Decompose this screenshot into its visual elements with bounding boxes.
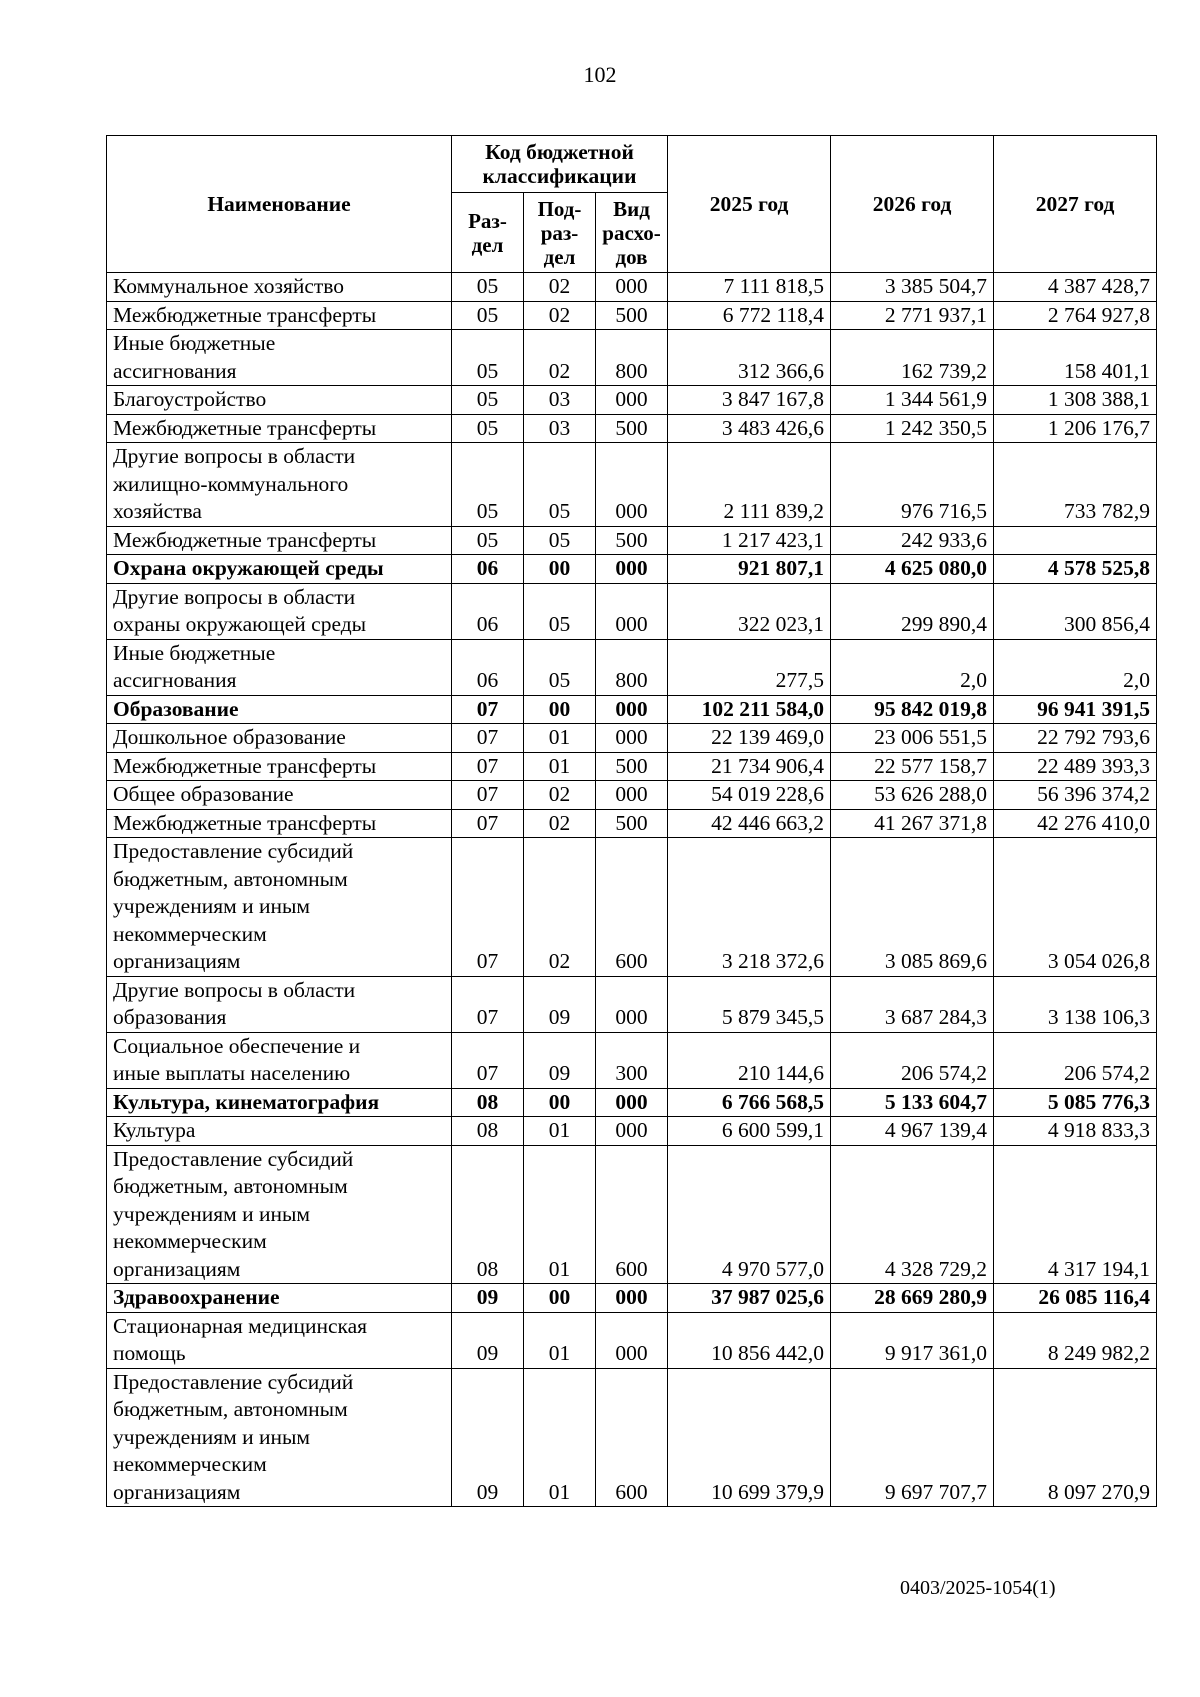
cell-section: 05 [452,414,524,443]
cell-2025: 322 023,1 [668,583,831,639]
table-row [107,639,1157,695]
cell-expense-type: 800 [596,639,668,695]
cell-2027: 22 792 793,6 [994,724,1157,753]
cell-expense-type: 000 [596,1117,668,1146]
cell-2025: 37 987 025,6 [668,1284,831,1313]
cell-expense-type: 300 [596,1032,668,1088]
header-name: Наименование [107,136,452,273]
cell-2026: 23 006 551,5 [831,724,994,753]
cell-expense-type: 000 [596,1312,668,1368]
cell-name: Социальное обеспечение и иные выплаты населению [107,1032,452,1088]
cell-section: 08 [452,1145,524,1284]
cell-subsection: 00 [524,695,596,724]
cell-2026: 41 267 371,8 [831,809,994,838]
cell-2026: 3 687 284,3 [831,976,994,1032]
cell-name: Межбюджетные трансферты [107,414,452,443]
cell-2025: 5 879 345,5 [668,976,831,1032]
cell-2027: 158 401,1 [994,330,1157,386]
cell-name: Охрана окружающей среды [107,555,452,584]
cell-subsection: 01 [524,1312,596,1368]
cell-section: 05 [452,273,524,302]
cell-2027: 3 138 106,3 [994,976,1157,1032]
cell-2026: 206 574,2 [831,1032,994,1088]
header-subsection: Под- раз- дел [524,193,596,273]
cell-2026: 1 242 350,5 [831,414,994,443]
cell-2025: 312 366,6 [668,330,831,386]
cell-name: Иные бюджетные ассигнования [107,639,452,695]
cell-expense-type: 000 [596,695,668,724]
cell-expense-type: 600 [596,1145,668,1284]
header-code-group: Код бюджетной классификации [452,136,668,193]
cell-2025: 6 600 599,1 [668,1117,831,1146]
cell-2027: 8 097 270,9 [994,1368,1157,1507]
cell-subsection: 01 [524,1145,596,1284]
cell-section: 08 [452,1088,524,1117]
table-row [107,414,1157,443]
cell-2026: 28 669 280,9 [831,1284,994,1313]
cell-expense-type: 000 [596,976,668,1032]
cell-2026: 3 085 869,6 [831,838,994,977]
cell-2027: 4 317 194,1 [994,1145,1157,1284]
table-row [107,555,1157,584]
cell-subsection: 00 [524,555,596,584]
cell-2027: 56 396 374,2 [994,781,1157,810]
cell-section: 07 [452,1032,524,1088]
table-row [107,809,1157,838]
cell-section: 07 [452,724,524,753]
cell-2027: 4 918 833,3 [994,1117,1157,1146]
cell-subsection: 00 [524,1088,596,1117]
cell-section: 07 [452,809,524,838]
header-2025: 2025 год [668,136,831,273]
cell-section: 05 [452,443,524,527]
header-expense-type: Вид расхо- дов [596,193,668,273]
table-row [107,781,1157,810]
cell-section: 06 [452,639,524,695]
cell-2025: 54 019 228,6 [668,781,831,810]
cell-subsection: 01 [524,1368,596,1507]
table-row [107,752,1157,781]
cell-name: Иные бюджетные ассигнования [107,330,452,386]
cell-subsection: 02 [524,301,596,330]
cell-name: Культура, кинематография [107,1088,452,1117]
cell-2026: 22 577 158,7 [831,752,994,781]
cell-name: Общее образование [107,781,452,810]
cell-expense-type: 800 [596,330,668,386]
table-row [107,273,1157,302]
cell-2025: 3 847 167,8 [668,386,831,415]
cell-subsection: 05 [524,583,596,639]
cell-2026: 1 344 561,9 [831,386,994,415]
cell-2027: 42 276 410,0 [994,809,1157,838]
cell-section: 07 [452,838,524,977]
cell-2027: 5 085 776,3 [994,1088,1157,1117]
cell-2025: 6 772 118,4 [668,301,831,330]
cell-name: Другие вопросы в области образования [107,976,452,1032]
cell-2026: 2 771 937,1 [831,301,994,330]
cell-subsection: 01 [524,752,596,781]
table-row [107,1032,1157,1088]
document-code: 0403/2025-1054(1) [900,1577,1056,1599]
cell-2025: 3 483 426,6 [668,414,831,443]
cell-section: 06 [452,555,524,584]
cell-2026: 4 625 080,0 [831,555,994,584]
cell-2026: 95 842 019,8 [831,695,994,724]
cell-2027: 4 578 525,8 [994,555,1157,584]
cell-expense-type: 000 [596,1284,668,1313]
table-body [107,273,1157,1507]
cell-name: Здравоохранение [107,1284,452,1313]
cell-2027: 2 764 927,8 [994,301,1157,330]
cell-2025: 3 218 372,6 [668,838,831,977]
cell-2027: 8 249 982,2 [994,1312,1157,1368]
table-row [107,443,1157,527]
cell-2027 [994,526,1157,555]
cell-section: 06 [452,583,524,639]
cell-2027: 300 856,4 [994,583,1157,639]
cell-name: Коммунальное хозяйство [107,273,452,302]
cell-name: Культура [107,1117,452,1146]
cell-subsection: 05 [524,526,596,555]
cell-2027: 96 941 391,5 [994,695,1157,724]
table-row [107,301,1157,330]
cell-2026: 242 933,6 [831,526,994,555]
cell-2027: 3 054 026,8 [994,838,1157,977]
cell-expense-type: 000 [596,781,668,810]
page-number: 102 [583,62,617,87]
cell-section: 05 [452,386,524,415]
cell-expense-type: 500 [596,526,668,555]
cell-subsection: 05 [524,443,596,527]
cell-name: Дошкольное образование [107,724,452,753]
cell-2027: 1 206 176,7 [994,414,1157,443]
cell-2027: 26 085 116,4 [994,1284,1157,1313]
cell-2027: 2,0 [994,639,1157,695]
cell-subsection: 09 [524,1032,596,1088]
cell-subsection: 03 [524,386,596,415]
header-2026: 2026 год [831,136,994,273]
cell-2025: 6 766 568,5 [668,1088,831,1117]
cell-section: 09 [452,1312,524,1368]
cell-name: Межбюджетные трансферты [107,752,452,781]
cell-2025: 22 139 469,0 [668,724,831,753]
cell-2025: 4 970 577,0 [668,1145,831,1284]
table-row [107,1088,1157,1117]
cell-2025: 10 699 379,9 [668,1368,831,1507]
cell-name: Другие вопросы в области охраны окружающей среды [107,583,452,639]
cell-subsection: 02 [524,273,596,302]
cell-expense-type: 000 [596,386,668,415]
cell-expense-type: 000 [596,443,668,527]
table-row [107,838,1157,977]
cell-2026: 2,0 [831,639,994,695]
cell-2026: 162 739,2 [831,330,994,386]
budget-table [106,135,1157,1507]
cell-2025: 277,5 [668,639,831,695]
cell-2026: 299 890,4 [831,583,994,639]
cell-subsection: 03 [524,414,596,443]
table-row [107,1368,1157,1507]
cell-expense-type: 000 [596,583,668,639]
cell-2027: 1 308 388,1 [994,386,1157,415]
table-row [107,1284,1157,1313]
header-2027: 2027 год [994,136,1157,273]
cell-expense-type: 600 [596,1368,668,1507]
table-row [107,1312,1157,1368]
table-row [107,695,1157,724]
cell-2026: 3 385 504,7 [831,273,994,302]
cell-section: 07 [452,695,524,724]
cell-name: Предоставление субсидий бюджетным, автономным учреждениям и иным некоммерческим организациям [107,838,452,977]
cell-section: 09 [452,1368,524,1507]
table-row [107,724,1157,753]
cell-name: Межбюджетные трансферты [107,526,452,555]
cell-2027: 4 387 428,7 [994,273,1157,302]
cell-subsection: 02 [524,838,596,977]
cell-expense-type: 600 [596,838,668,977]
table-row [107,1145,1157,1284]
table-row [107,330,1157,386]
cell-2025: 42 446 663,2 [668,809,831,838]
cell-2025: 7 111 818,5 [668,273,831,302]
cell-section: 05 [452,330,524,386]
cell-section: 07 [452,752,524,781]
cell-2025: 921 807,1 [668,555,831,584]
cell-subsection: 05 [524,639,596,695]
cell-expense-type: 500 [596,414,668,443]
cell-subsection: 02 [524,330,596,386]
cell-section: 07 [452,781,524,810]
table-row [107,526,1157,555]
cell-name: Предоставление субсидий бюджетным, автономным учреждениям и иным некоммерческим организациям [107,1145,452,1284]
cell-2025: 102 211 584,0 [668,695,831,724]
cell-name: Другие вопросы в области жилищно-коммунального хозяйства [107,443,452,527]
table-row [107,583,1157,639]
cell-2025: 2 111 839,2 [668,443,831,527]
cell-2026: 5 133 604,7 [831,1088,994,1117]
cell-expense-type: 000 [596,273,668,302]
cell-expense-type: 000 [596,1088,668,1117]
cell-section: 08 [452,1117,524,1146]
cell-expense-type: 000 [596,555,668,584]
cell-2025: 21 734 906,4 [668,752,831,781]
cell-2025: 1 217 423,1 [668,526,831,555]
cell-2026: 53 626 288,0 [831,781,994,810]
cell-2026: 976 716,5 [831,443,994,527]
cell-2026: 4 328 729,2 [831,1145,994,1284]
cell-subsection: 01 [524,724,596,753]
cell-2025: 210 144,6 [668,1032,831,1088]
cell-subsection: 09 [524,976,596,1032]
cell-name: Образование [107,695,452,724]
cell-expense-type: 500 [596,809,668,838]
table-row [107,386,1157,415]
cell-2025: 10 856 442,0 [668,1312,831,1368]
cell-name: Стационарная медицинская помощь [107,1312,452,1368]
cell-2027: 206 574,2 [994,1032,1157,1088]
cell-2027: 22 489 393,3 [994,752,1157,781]
cell-expense-type: 500 [596,301,668,330]
cell-name: Межбюджетные трансферты [107,809,452,838]
cell-section: 09 [452,1284,524,1313]
cell-section: 05 [452,526,524,555]
cell-name: Межбюджетные трансферты [107,301,452,330]
cell-2026: 9 917 361,0 [831,1312,994,1368]
cell-subsection: 01 [524,1117,596,1146]
table-row [107,1117,1157,1146]
cell-section: 07 [452,976,524,1032]
cell-section: 05 [452,301,524,330]
header-section: Раз- дел [452,193,524,273]
cell-2026: 9 697 707,7 [831,1368,994,1507]
cell-expense-type: 000 [596,724,668,753]
cell-expense-type: 500 [596,752,668,781]
cell-2027: 733 782,9 [994,443,1157,527]
cell-subsection: 02 [524,781,596,810]
cell-name: Предоставление субсидий бюджетным, автономным учреждениям и иным некоммерческим организациям [107,1368,452,1507]
cell-name: Благоустройство [107,386,452,415]
cell-subsection: 00 [524,1284,596,1313]
cell-2026: 4 967 139,4 [831,1117,994,1146]
table-row [107,976,1157,1032]
cell-subsection: 02 [524,809,596,838]
